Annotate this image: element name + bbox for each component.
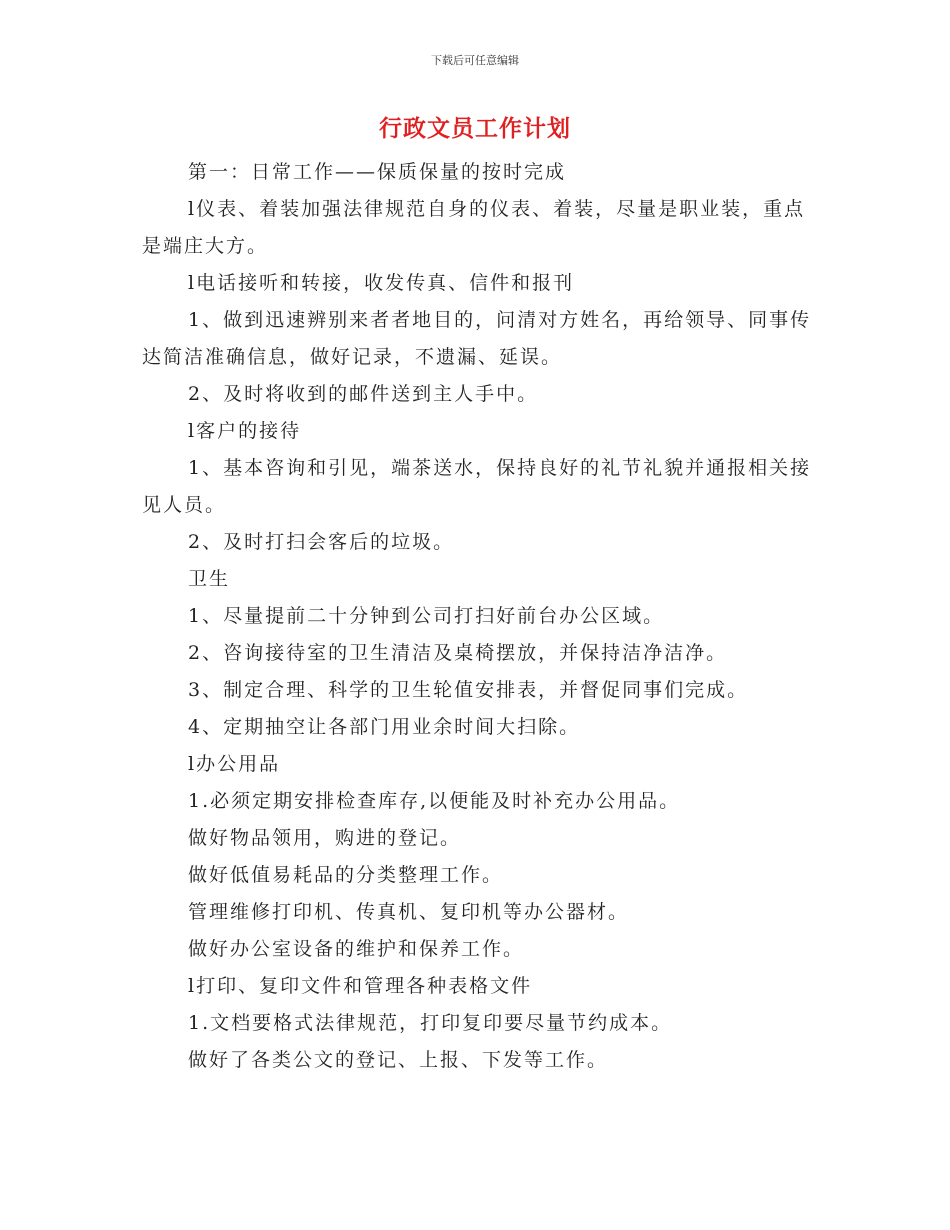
header-note: 下载后可任意编辑 [431, 54, 519, 67]
paragraph: 1.必须定期安排检查库存,以便能及时补充办公用品。 [188, 790, 681, 812]
paragraph: 3、制定合理、科学的卫生轮值安排表，并督促同事们完成。 [188, 679, 749, 701]
paragraph: l仪表、着装加强法律规范自身的仪表、着装，尽量是职业装，重点是端庄大方。 [142, 198, 806, 257]
paragraph: 1、尽量提前二十分钟到公司打扫好前台办公区域。 [188, 605, 665, 627]
document-title: 行政文员工作计划 [379, 115, 571, 142]
paragraph: 4、定期抽空让各部门用业余时间大扫除。 [188, 716, 581, 738]
paragraph: l办公用品 [188, 753, 281, 775]
paragraph: 做好低值易耗品的分类整理工作。 [188, 864, 504, 886]
paragraph: 第一：日常工作——保质保量的按时完成 [188, 161, 567, 183]
paragraph: 做好物品领用，购进的登记。 [188, 827, 462, 849]
paragraph: 1、基本咨询和引见，端茶送水，保持良好的礼节礼貌并通报相关接见人员。 [142, 457, 812, 516]
paragraph: l打印、复印文件和管理各种表格文件 [188, 975, 533, 997]
paragraph: 管理维修打印机、传真机、复印机等办公器材。 [188, 901, 630, 923]
paragraph: 卫生 [188, 568, 231, 590]
document-body [142, 154, 814, 1079]
paragraph: 2、及时打扫会客后的垃圾。 [188, 531, 455, 553]
paragraph: 1.文档要格式法律规范，打印复印要尽量节约成本。 [188, 1012, 673, 1034]
paragraph: 2、咨询接待室的卫生清洁及桌椅摆放，并保持洁净洁净。 [188, 642, 728, 664]
paragraph: l电话接听和转接，收发传真、信件和报刊 [188, 272, 575, 294]
paragraph: 做好办公室设备的维护和保养工作。 [188, 938, 525, 960]
paragraph: 做好了各类公文的登记、上报、下发等工作。 [188, 1049, 609, 1071]
paragraph: 2、及时将收到的邮件送到主人手中。 [188, 383, 539, 405]
paragraph: l客户的接待 [188, 420, 302, 442]
paragraph: 1、做到迅速辨别来者者地目的，问清对方姓名，再给领导、同事传达简洁准确信息，做好记录，不遗漏、延误。 [142, 309, 812, 368]
